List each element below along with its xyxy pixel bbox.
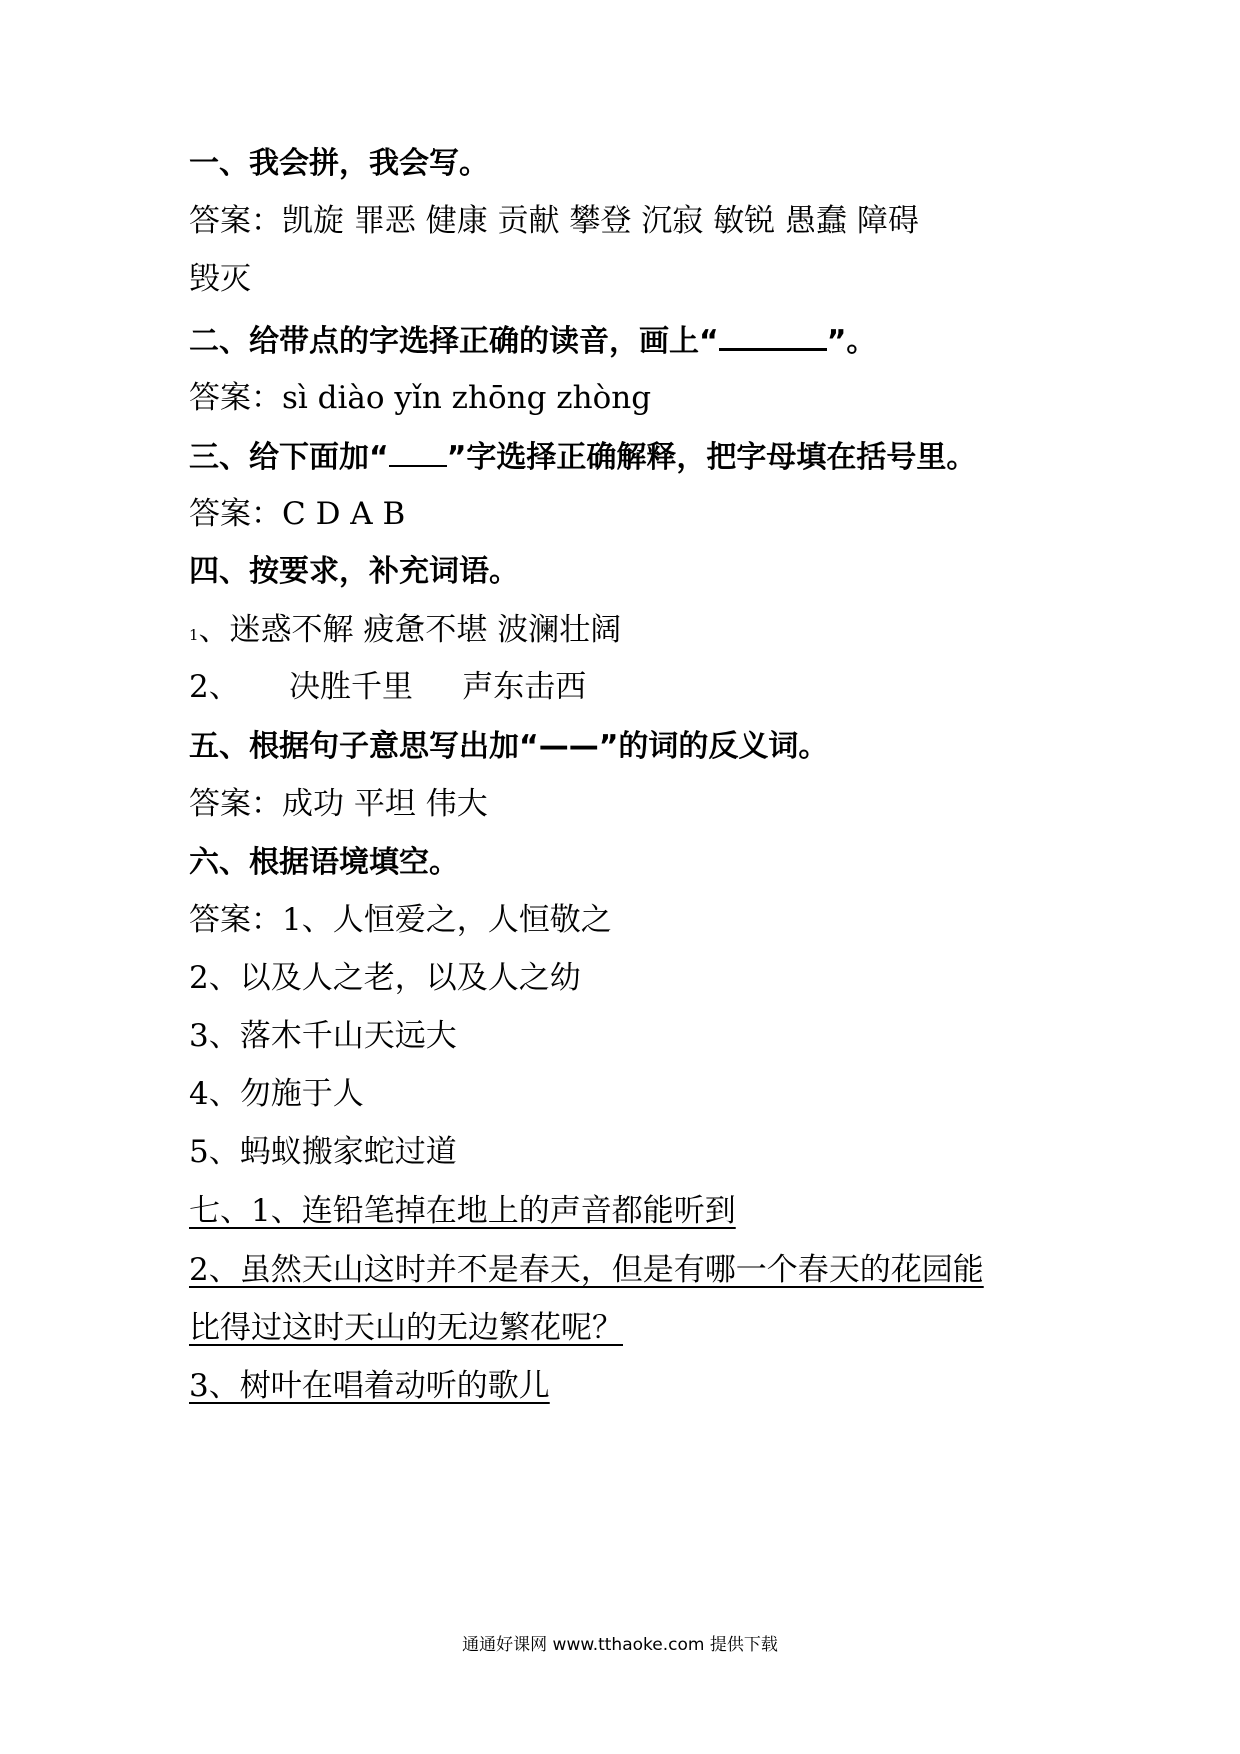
section-4-item-1-num: 1 xyxy=(189,626,199,644)
section-4-item-1 xyxy=(189,610,621,655)
section-1-answer-line2: 毁灭 xyxy=(189,261,251,297)
section-3-title-post: ”字选择正确解释，把字母填在括号里。 xyxy=(446,440,977,475)
section-2-title xyxy=(189,320,876,362)
section-2-answer: 答案：sì diào yǐn zhōng zhòng xyxy=(189,380,652,416)
section-2-title-pre: 二、给带点的字选择正确的读音，画上“ xyxy=(189,324,719,359)
section-3-title xyxy=(189,437,976,478)
section-5-title: 五、根据句子意思写出加“——”的词的反义词。 xyxy=(189,729,829,764)
section-6-answer-1: 答案：1、人恒爱之，人恒敬之 xyxy=(189,902,612,938)
section-7-line-2: 2、虽然天山这时并不是春天，但是有哪一个春天的花园能 xyxy=(189,1252,984,1288)
section-5-answer: 答案：成功 平坦 伟大 xyxy=(189,786,488,822)
section-4-item-1-text: 、迷惑不解 疲惫不堪 波澜壮阔 xyxy=(198,612,622,648)
section-1-answer-line1: 答案：凯旋 罪恶 健康 贡献 攀登 沉寂 敏锐 愚蠢 障碍 xyxy=(189,203,919,239)
section-4-title: 四、按要求，补充词语。 xyxy=(189,554,519,589)
page-footer: 通通好课网 www.tthaoke.com 提供下载 xyxy=(462,1635,778,1655)
section-4-item-2: 2、 决胜千里 声东击西 xyxy=(189,669,587,705)
section-7-line-3: 比得过这时天山的无边繁花呢？ xyxy=(189,1310,623,1346)
section-7-line-1: 七、1、连铅笔掉在地上的声音都能听到 xyxy=(189,1193,736,1229)
section-2-title-post: ”。 xyxy=(826,324,877,359)
section-6-title: 六、根据语境填空。 xyxy=(189,845,459,880)
section-3-answer: 答案：C D A B xyxy=(189,496,406,532)
section-6-answer-3: 3、落木千山天远大 xyxy=(189,1018,457,1054)
section-6-answer-4: 4、勿施于人 xyxy=(189,1076,364,1112)
section-7-line-4: 3、树叶在唱着动听的歌儿 xyxy=(189,1368,550,1404)
section-3-title-pre: 三、给下面加“ xyxy=(189,440,389,475)
underline-blank xyxy=(389,437,447,467)
section-6-answer-5: 5、蚂蚁搬家蛇过道 xyxy=(189,1134,457,1170)
section-6-answer-2: 2、以及人之老，以及人之幼 xyxy=(189,960,581,996)
underline-blank xyxy=(719,320,827,351)
section-1-title: 一、我会拼，我会写。 xyxy=(189,146,489,181)
